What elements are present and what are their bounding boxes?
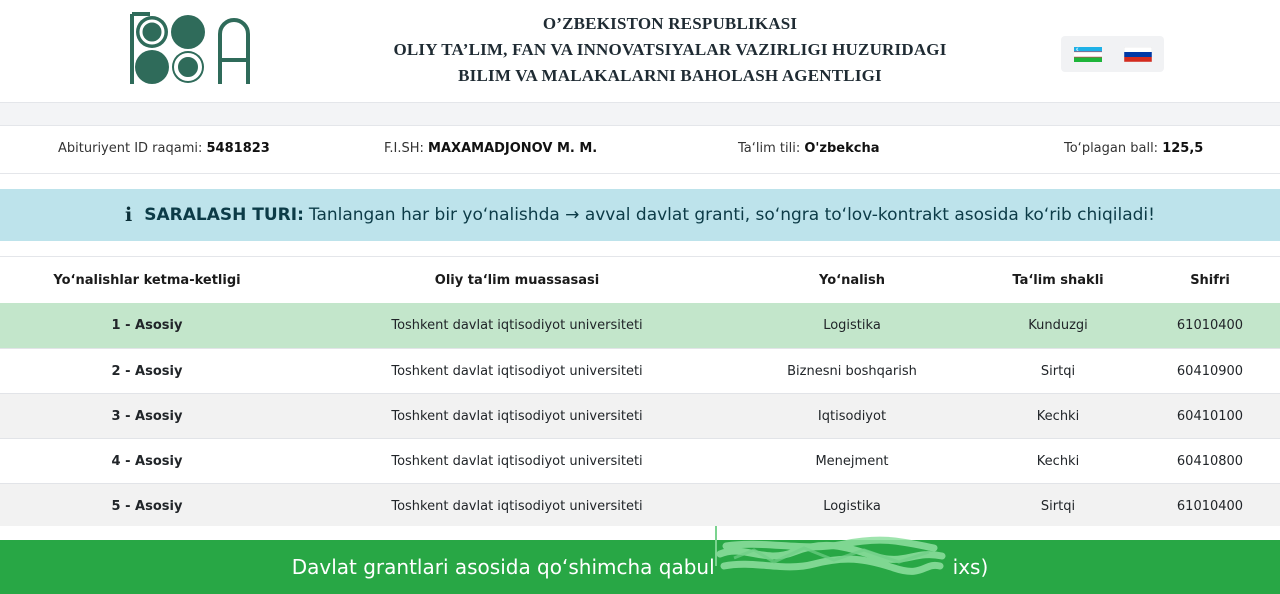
total-score-value: 125,5 bbox=[1162, 141, 1204, 156]
row-study-form: Kechki bbox=[1036, 453, 1080, 469]
row-institution: Toshkent davlat iqtisodiyot universiteti bbox=[391, 408, 643, 424]
row-institution: Toshkent davlat iqtisodiyot universiteti bbox=[391, 318, 643, 333]
applicant-name-value: MAXAMADJONOV M. M. bbox=[428, 141, 598, 156]
row-direction: Iqtisodiyot bbox=[817, 408, 887, 424]
row-code: 60410900 bbox=[1176, 363, 1244, 379]
agency-logo bbox=[128, 12, 258, 86]
row-code: 60410100 bbox=[1176, 408, 1244, 424]
row-study-form: Kechki bbox=[1036, 408, 1080, 424]
admission-button-text-end: ixs) bbox=[952, 555, 989, 579]
applicant-id bbox=[58, 141, 270, 156]
total-score bbox=[1064, 141, 1203, 156]
language-switcher bbox=[1061, 36, 1164, 72]
page-header bbox=[0, 0, 1280, 102]
header-institution: Oliy ta‘lim muassasasi bbox=[434, 272, 600, 288]
row-code: 60410800 bbox=[1176, 453, 1244, 469]
alert-label: SARALASH TURI: bbox=[144, 205, 304, 225]
row-direction: Logistika bbox=[823, 318, 881, 333]
table-row bbox=[0, 393, 1280, 438]
row-direction: Menejment bbox=[815, 453, 889, 469]
education-language-value: O'zbekcha bbox=[804, 141, 880, 156]
total-score-label: To‘plagan ball: bbox=[1064, 141, 1159, 156]
row-order: 2 - Asosiy bbox=[111, 363, 183, 379]
row-study-form: Sirtqi bbox=[1040, 498, 1076, 514]
row-institution: Toshkent davlat iqtisodiyot universiteti bbox=[391, 498, 643, 514]
applicant-id-value: 5481823 bbox=[206, 141, 270, 156]
row-institution: Toshkent davlat iqtisodiyot universiteti bbox=[391, 453, 643, 469]
applicant-name-label: F.I.SH: bbox=[384, 141, 424, 156]
row-institution: Toshkent davlat iqtisodiyot universiteti bbox=[391, 363, 643, 379]
row-code: 61010400 bbox=[1176, 318, 1244, 333]
russian-flag-icon[interactable] bbox=[1124, 47, 1152, 62]
education-language-label: Ta‘lim tili: bbox=[738, 141, 801, 156]
table-row bbox=[0, 348, 1280, 393]
title-line-1: O’ZBEKISTON RESPUBLIKASI bbox=[542, 14, 798, 33]
applicant-id-label: Abituriyent ID raqami: bbox=[58, 141, 203, 156]
row-direction: Biznesni boshqarish bbox=[787, 363, 917, 379]
row-order: 1 - Asosiy bbox=[111, 318, 183, 333]
row-order: 4 - Asosiy bbox=[111, 453, 183, 469]
header-direction: Yo‘nalish bbox=[818, 272, 886, 288]
row-study-form: Kunduzgi bbox=[1028, 318, 1088, 333]
row-study-form: Sirtqi bbox=[1040, 363, 1076, 379]
applicant-info-bar bbox=[0, 126, 1280, 174]
table-row bbox=[0, 483, 1280, 528]
row-order: 3 - Asosiy bbox=[111, 408, 183, 424]
info-icon: i bbox=[125, 204, 133, 226]
footer-spacer bbox=[0, 526, 1280, 540]
title-line-2: OLIY TA’LIM, FAN VA INNOVATSIYALAR VAZIRLIGI HUZURIDAGI bbox=[393, 40, 947, 59]
admission-button-text-start: Davlat grantlari asosida qo‘shimcha qabul bbox=[291, 555, 715, 579]
table-row bbox=[0, 303, 1280, 348]
alert-text: Tanlangan har bir yo‘nalishda → avval davlat granti, so‘ngra to‘lov-kontrakt asosida ko‘rib chiqiladi! bbox=[308, 205, 1155, 225]
table-header-row bbox=[0, 257, 1280, 303]
applicant-name bbox=[384, 141, 597, 156]
header-divider bbox=[0, 102, 1280, 126]
header-order: Yo‘nalishlar ketma-ketligi bbox=[53, 272, 241, 288]
education-language bbox=[738, 141, 879, 156]
choices-table bbox=[0, 256, 1280, 528]
sorting-type-alert bbox=[0, 189, 1280, 241]
row-order: 5 - Asosiy bbox=[111, 498, 183, 514]
uzbek-flag-icon[interactable] bbox=[1074, 47, 1102, 62]
header-study-form: Ta‘lim shakli bbox=[1012, 272, 1104, 288]
header-code: Shifri bbox=[1190, 272, 1230, 288]
additional-admission-button[interactable] bbox=[0, 540, 1280, 594]
row-direction: Logistika bbox=[823, 498, 881, 514]
table-row bbox=[0, 438, 1280, 483]
row-code: 61010400 bbox=[1176, 498, 1244, 514]
agency-title bbox=[360, 11, 980, 89]
title-line-3: BILIM VA MALAKALARNI BAHOLASH AGENTLIGI bbox=[458, 66, 882, 85]
